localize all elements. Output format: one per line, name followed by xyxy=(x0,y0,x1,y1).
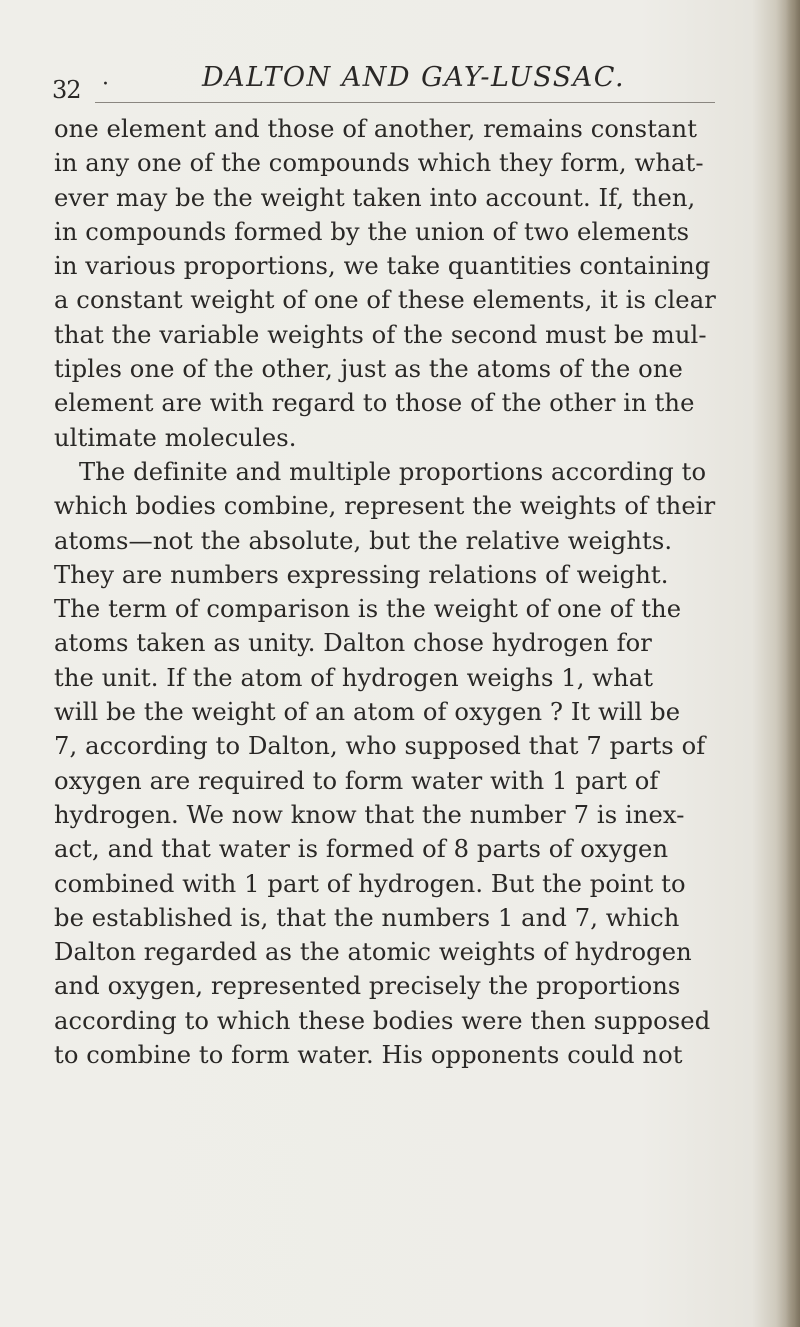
header-rule xyxy=(95,102,715,103)
text-line: a constant weight of one of these elements, it is clear xyxy=(54,286,716,315)
text-line: in compounds formed by the union of two elements xyxy=(54,217,690,246)
text-line: which bodies combine, represent the weights of their xyxy=(54,492,716,521)
text-line: according to which these bodies were then supposed xyxy=(54,1006,711,1035)
text-line: the unit. If the atom of hydrogen weighs 1, what xyxy=(54,663,654,692)
running-head xyxy=(52,62,752,102)
text-line: that the variable weights of the second must be mul- xyxy=(54,320,707,349)
text-line: combined with 1 part of hydrogen. But the point to xyxy=(54,869,686,898)
text-line: They are numbers expressing relations of weight. xyxy=(54,560,669,589)
text-line: The term of comparison is the weight of one of the xyxy=(54,595,682,624)
text-line: The definite and multiple proportions according to xyxy=(79,457,707,486)
text-line: atoms—not the absolute, but the relative weights. xyxy=(54,526,673,555)
text-line: to combine to form water. His opponents could not xyxy=(54,1041,683,1070)
running-head-separator: · xyxy=(102,72,109,97)
running-title: DALTON AND GAY-LUSSAC. xyxy=(202,62,626,93)
text-line: will be the weight of an atom of oxygen ? It will be xyxy=(54,698,681,727)
text-line: one element and those of another, remains constant xyxy=(54,115,698,143)
text-line: 7, according to Dalton, who supposed that 7 parts of xyxy=(54,732,706,761)
text-line: atoms taken as unity. Dalton chose hydrogen for xyxy=(54,629,652,658)
page-edge-shadow xyxy=(786,0,800,1327)
text-line: and oxygen, represented precisely the proportions xyxy=(54,972,681,1001)
text-line: in any one of the compounds which they form, what- xyxy=(54,149,704,178)
text-line: tiples one of the other, just as the atoms of the one xyxy=(54,355,683,384)
text-line: ultimate molecules. xyxy=(54,423,297,452)
text-line: be established is, that the numbers 1 and 7, which xyxy=(54,903,680,932)
page-number: 32 xyxy=(52,76,81,104)
text-line: ever may be the weight taken into account. If, then, xyxy=(54,183,696,212)
text-line: Dalton regarded as the atomic weights of hydrogen xyxy=(54,938,692,967)
text-line: element are with regard to those of the other in the xyxy=(54,389,695,418)
text-line: hydrogen. We now know that the number 7 is inex- xyxy=(54,800,685,829)
body-text xyxy=(54,112,764,1072)
text-line: act, and that water is formed of 8 parts of oxygen xyxy=(54,835,669,864)
text-line: oxygen are required to form water with 1 part of xyxy=(54,766,659,795)
text-line: in various proportions, we take quantities containing xyxy=(54,252,711,281)
